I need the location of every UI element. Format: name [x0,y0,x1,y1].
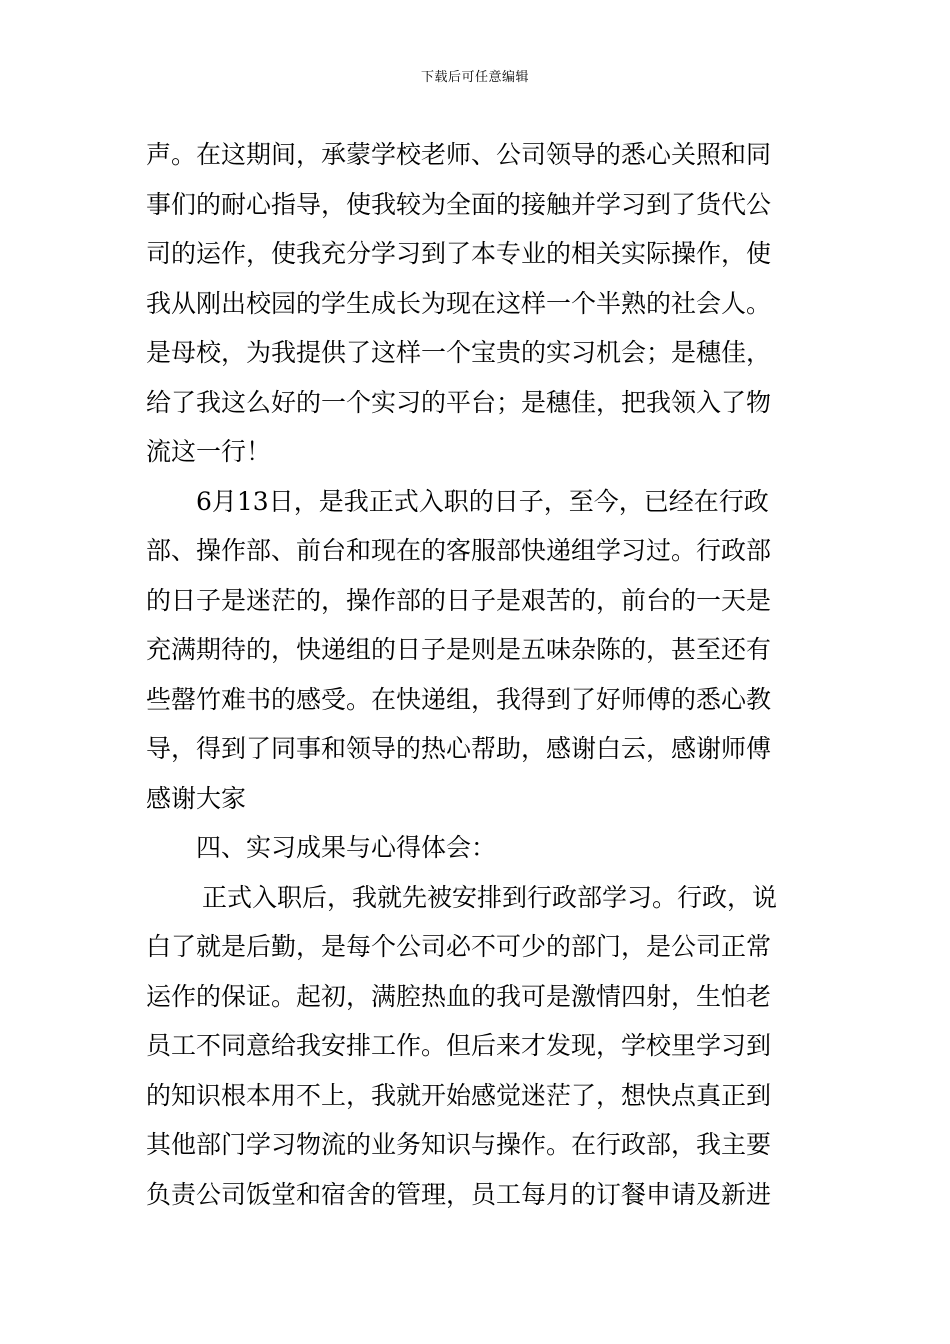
section-heading: 四、实习成果与心得体会： [196,833,497,862]
text-line: 运作的保证。起初，满腔热血的我可是激情四射，生怕老 [146,981,772,1011]
text-line: 声。在这期间，承蒙学校老师、公司领导的悉心关照和同 [146,140,772,169]
text-line: 是母校，为我提供了这样一个宝贵的实习机会；是穗佳， [146,338,772,367]
text-line: 我从刚出校园的学生成长为现在这样一个半熟的社会人。 [146,288,772,318]
text-line: 其他部门学习物流的业务知识与操作。在行政部，我主要 [146,1130,772,1159]
text-line: 的日子是迷茫的，操作部的日子是艰苦的，前台的一天是 [146,585,772,615]
text-line: 负责公司饭堂和宿舍的管理，员工每月的订餐申请及新进 [146,1179,772,1209]
document-body [146,130,808,1219]
text-line: 些罄竹难书的感受。在快递组，我得到了好师傅的悉心教 [146,684,772,714]
paragraph-start-line: 正式入职后，我就先被安排到行政部学习。行政，说 [202,882,778,912]
text-line: 感谢大家 [146,783,247,813]
text-line: 导，得到了同事和领导的热心帮助，感谢白云，感谢师傅 [146,734,772,763]
text-line: 给了我这么好的一个实习的平台；是穗佳，把我领入了物 [146,387,772,417]
text-line: 充满期待的，快递组的日子是则是五味杂陈的，甚至还有 [146,635,772,664]
text-line: 司的运作，使我充分学习到了本专业的相关实际操作，使 [146,239,772,268]
page-header: 下载后可任意编辑 [420,70,529,85]
text-line: 流这一行！ [146,437,272,466]
text-line: 白了就是后勤，是每个公司必不可少的部门，是公司正常 [146,932,772,961]
text-line: 部、操作部、前台和现在的客服部快递组学习过。行政部 [146,536,772,565]
paragraph-start-line: 6月13日，是我正式入职的日子，至今，已经在行政 [196,486,769,516]
text-line: 的知识根本用不上，我就开始感觉迷茫了，想快点真正到 [146,1080,772,1110]
text-line: 员工不同意给我安排工作。但后来才发现，学校里学习到 [146,1031,772,1060]
text-line: 事们的耐心指导，使我较为全面的接触并学习到了货代公 [146,189,772,219]
